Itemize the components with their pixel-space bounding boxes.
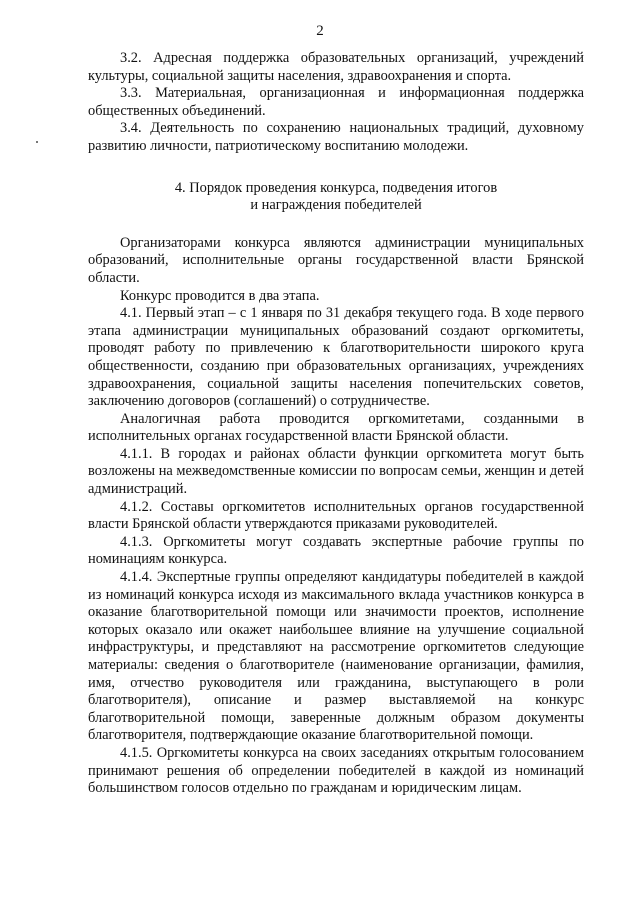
paragraph-similar-work: Аналогичная работа проводится оргкомитетами, созданными в исполнительных органах государственной власти Брянской области.	[88, 410, 584, 445]
paragraph-3-4: 3.4. Деятельность по сохранению национальных традиций, духовному развитию личности, патриотическому воспитанию молодежи.	[88, 120, 584, 154]
margin-mark	[36, 141, 38, 143]
paragraph-3-3: 3.3. Материальная, организационная и информационная поддержка общественных объединений.	[88, 85, 584, 119]
document-body	[88, 50, 584, 798]
paragraph-4-1: 4.1. Первый этап – с 1 января по 31 декабря текущего года. В ходе первого этапа администрации муниципальных образований создают оргкомитеты, проводят работу по привлечению к благотворительности широкого круга общественности, созданию при образовательных организациях, учреждениях здравоохранения, социальной защиты населения попечительских советов, заключению договоров (соглашений) о сотрудничестве.	[88, 305, 584, 410]
paragraph-4-1-4: 4.1.4. Экспертные группы определяют кандидатуры победителей в каждой из номинаций конкурса исходя из максимального вклада участников конкурса в оказание благотворительной помощи или значимости проектов, исполнение которых оказало или окажет наибольшее влияние на улучшение социальной инфраструктуры, и представляют на рассмотрение оргкомитетов следующие материалы: сведения о благотворителе (наименование организации, фамилия, имя, отчество руководителя или гражданина, выступающего в роли благотворителя), описание и размер выставляемой на конкурс благотворительной помощи, заверенные должным образом документы благотворителя, подтверждающие оказание благотворительной помощи.	[88, 569, 584, 744]
paragraph-4-1-1: 4.1.1. В городах и районах области функции оргкомитета могут быть возложены на межведомственные комиссии по вопросам семьи, женщин и детей администраций.	[88, 445, 584, 498]
paragraph-organizers: Организаторами конкурса являются администрации муниципальных образований, исполнительные органы государственной власти Брянской области.	[88, 234, 584, 286]
page-number: 2	[316, 23, 324, 39]
section-heading-line-1: 4. Порядок проведения конкурса, подведения итогов	[174, 179, 498, 196]
paragraph-4-1-2: 4.1.2. Составы оргкомитетов исполнительных органов государственной власти Брянской области утверждаются приказами руководителей.	[88, 498, 584, 533]
paragraph-two-stages: Конкурс проводится в два этапа.	[120, 287, 320, 304]
paragraph-3-2: 3.2. Адресная поддержка образовательных организаций, учреждений культуры, социальной защиты населения, здравоохранения и спорта.	[88, 50, 584, 84]
spacer	[88, 215, 584, 235]
section-heading-line-2: и награждения победителей	[250, 197, 422, 214]
paragraph-4-1-3: 4.1.3. Оргкомитеты могут создавать экспертные рабочие группы по номинациям конкурса.	[88, 533, 584, 568]
section-heading	[88, 180, 584, 215]
spacer	[88, 156, 584, 180]
paragraph-4-1-5: 4.1.5. Оргкомитеты конкурса на своих заседаниях открытым голосованием принимают решения об определении победителей в каждой из номинаций большинством голосов отдельно по гражданам и юридическим лицам.	[88, 744, 584, 797]
